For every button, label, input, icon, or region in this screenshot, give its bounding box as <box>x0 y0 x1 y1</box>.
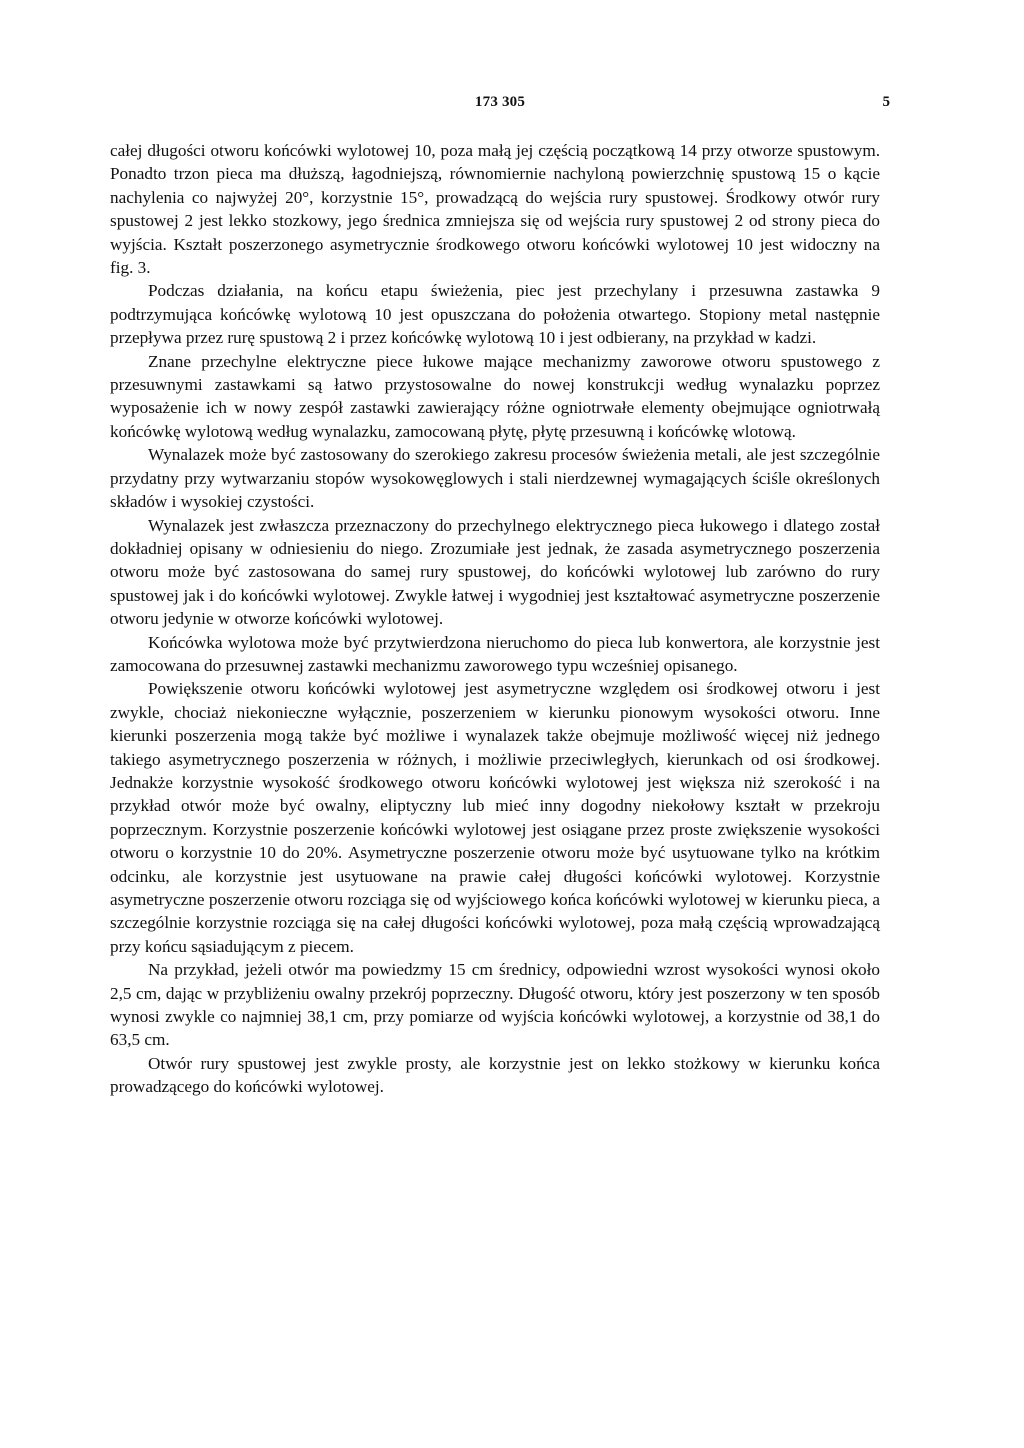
document-number: 173 305 <box>474 94 526 110</box>
paragraph: Otwór rury spustowej jest zwykle prosty, ale korzystnie jest on lekko stożkowy w kierunku końca prowadzącego do końcówki wylotowej. <box>110 1053 880 1097</box>
paragraph: Końcówka wylotowa może być przytwierdzona nieruchomo do pieca lub konwertora, ale korzystnie jest zamocowana do przesuwnej zastawki mechanizmu zaworowego typu wcześniej opisanego. <box>110 632 880 675</box>
paragraph: Na przykład, jeżeli otwór ma powiedzmy 15 cm średnicy, odpowiedni wzrost wysokości wynosi około 2,5 cm, dając w przybliżeniu owalny przekrój poprzeczny. Długość otworu, który jest poszerzony w ten sposób wynosi zwykle co najmniej 38,1 cm, przy pomiarze od wyjścia końcówki wylotowej, a korzystnie od 38,1 do 63,5 cm. <box>110 960 880 1050</box>
paragraph: Powiększenie otworu końcówki wylotowej jest asymetryczne względem osi środkowej otworu i jest zwykle, chociaż niekonieczne wyłącznie, poszerzeniem w kierunku pionowym wysokości otworu. Inne kierunki poszerzenia mogą także być możliwe i wynalazek także obejmuje możliwość więcej niż jednego takiego asymetrycznego poszerzenia w różnych, i możliwie przeciwległych, kierunkach od osi środkowej. Jednakże korzystnie wysokość środkowego otworu końcówki wylotowej jest większa niż szerokość i na przykład otwór może być owalny, eliptyczny lub mieć inny dogodny niekołowy kształt w przekroju poprzecznym. Korzystnie poszerzenie końcówki wylotowej jest osiągane przez proste zwiększenie wysokości otworu o korzystnie 10 do 20%. Asymetryczne poszerzenie otworu może być usytuowane tylko na krótkim odcinku, ale korzystnie jest usytuowane na prawie całej długości końcówki wylotowej. Korzystnie asymetryczne poszerzenie otworu rozciąga się od wyjściowego końca końcówki wylotowej w kierunku pieca, a szczególnie korzystnie rozciąga się na całej długości końcówki wylotowej, poza małą częścią wprowadzającą przy końcu sąsiadującym z piecem. <box>110 679 880 956</box>
page-header <box>110 94 890 118</box>
paragraph: całej długości otworu końcówki wylotowej 10, poza małą jej częścią początkową 14 przy otworze spustowym. Ponadto trzon pieca ma dłuższą, łagodniejszą, równomiernie nachyloną powierzchnię spustową 15 o kącie nachylenia co najwyżej 20°, korzystnie 15°, prowadzącą do wejścia rury spustowej. Środkowy otwór rury spustowej 2 jest lekko stozkowy, jego średnica zmniejsza się od wejścia rury spustowej 2 od strony pieca do wyjścia. Kształt poszerzonego asymetrycznie środkowego otworu końcówki wylotowej 10 jest widoczny na fig. 3. <box>110 141 880 278</box>
page-number: 5 <box>882 94 890 110</box>
paragraph: Wynalazek jest zwłaszcza przeznaczony do przechylnego elektrycznego pieca łukowego i dlatego został dokładniej opisany w odniesieniu do niego. Zrozumiałe jest jednak, że zasada asymetrycznego poszerzenia otworu może być zastosowana do samej rury spustowej, do końcówki wylotowej lub zarówno do rury spustowej jak i do końcówki wylotowej. Zwykle łatwej i wygodniej jest kształtować asymetryczne poszerzenie otworu jedynie w otworze końcówki wylotowej. <box>110 515 880 629</box>
paragraph: Znane przechylne elektryczne piece łukowe mające mechanizmy zaworowe otworu spustowego z przesuwnymi zastawkami są łatwo przystosowalne do nowej konstrukcji według wynalazku poprzez wyposażenie ich w nowy zespół zastawki zawierający różne ogniotrwałe elementy obejmujące ogniotrwałą końcówkę wylotową według wynalazku, zamocowaną płytę, płytę przesuwną i końcówkę wlotową. <box>110 351 880 441</box>
body-text <box>110 139 880 1099</box>
paragraph: Wynalazek może być zastosowany do szerokiego zakresu procesów świeżenia metali, ale jest szczególnie przydatny przy wytwarzaniu stopów wysokowęglowych i stali nierdzewnej wymagających ściśle określonych składów i wysokiej czystości. <box>110 445 880 512</box>
paragraph: Podczas działania, na końcu etapu świeżenia, piec jest przechylany i przesuwna zastawka 9 podtrzymująca końcówkę wylotową 10 jest opuszczana do położenia otwartego. Stopiony metal następnie przepływa przez rurę spustową 2 i przez końcówkę wylotową 10 i jest odbierany, na przykład w kadzi. <box>110 281 880 348</box>
